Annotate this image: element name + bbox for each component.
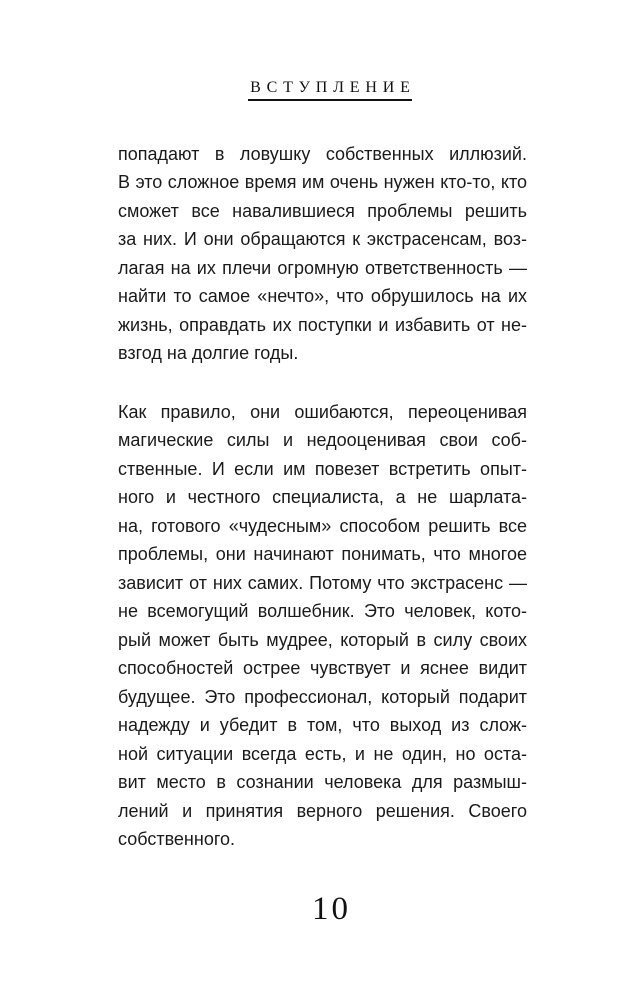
text-line: найти то самое «нечто», что обрушилось на их [118,286,527,306]
text-line: зависит от них самих. Потому что экстрасенс — [118,572,527,593]
text-line: проблемы, они начинают понимать, что многое [118,544,527,564]
text-line: на, готового «чудесным» способом решить все [118,515,527,536]
page-number: 10 [312,891,351,927]
paragraph-1 [118,140,527,368]
text-line: жизнь, оправдать их поступки и избавить от не- [118,314,527,335]
header-rule [248,99,412,101]
text-line: ственные. И если им повезет встретить опыт- [118,458,527,479]
text-line: лений и принятия верного решения. Своего [118,800,527,821]
text-line: взгод на долгие годы. [118,343,299,363]
text-line: способностей острее чувствует и яснее видит [118,658,527,678]
text-line: Как правило, они ошибаются, переоценивая [118,401,527,422]
text-line: сможет все навалившиеся проблемы решить [118,200,527,221]
running-header: ВСТУПЛЕНИЕ [250,79,416,96]
text-line: надежду и убедит в том, что выход из слож- [118,715,527,735]
text-line: В это сложное время им очень нужен кто-то, кто [118,172,527,192]
text-line: лагая на их плечи огромную ответственность — [118,257,527,278]
text-line: собственного. [118,829,236,849]
text-line: ной ситуации всегда есть, и не один, но оста- [118,743,527,764]
text-line: рый может быть мудрее, который в силу своих [118,629,527,650]
text-line: будущее. Это профессионал, который подарит [118,686,527,707]
text-line: за них. И они обращаются к экстрасенсам, воз- [118,229,527,249]
text-line: магические силы и недооценивая свои соб- [118,430,527,450]
text-line: попадают в ловушку собственных иллюзий. [118,143,527,164]
text-line: ного и честного специалиста, а не шарлата- [118,487,527,507]
paragraph-2 [118,398,527,854]
text-line: вит место в сознании человека для размыш- [118,772,527,792]
text-line: не всемогущий волшебник. Это человек, кото- [118,601,527,621]
